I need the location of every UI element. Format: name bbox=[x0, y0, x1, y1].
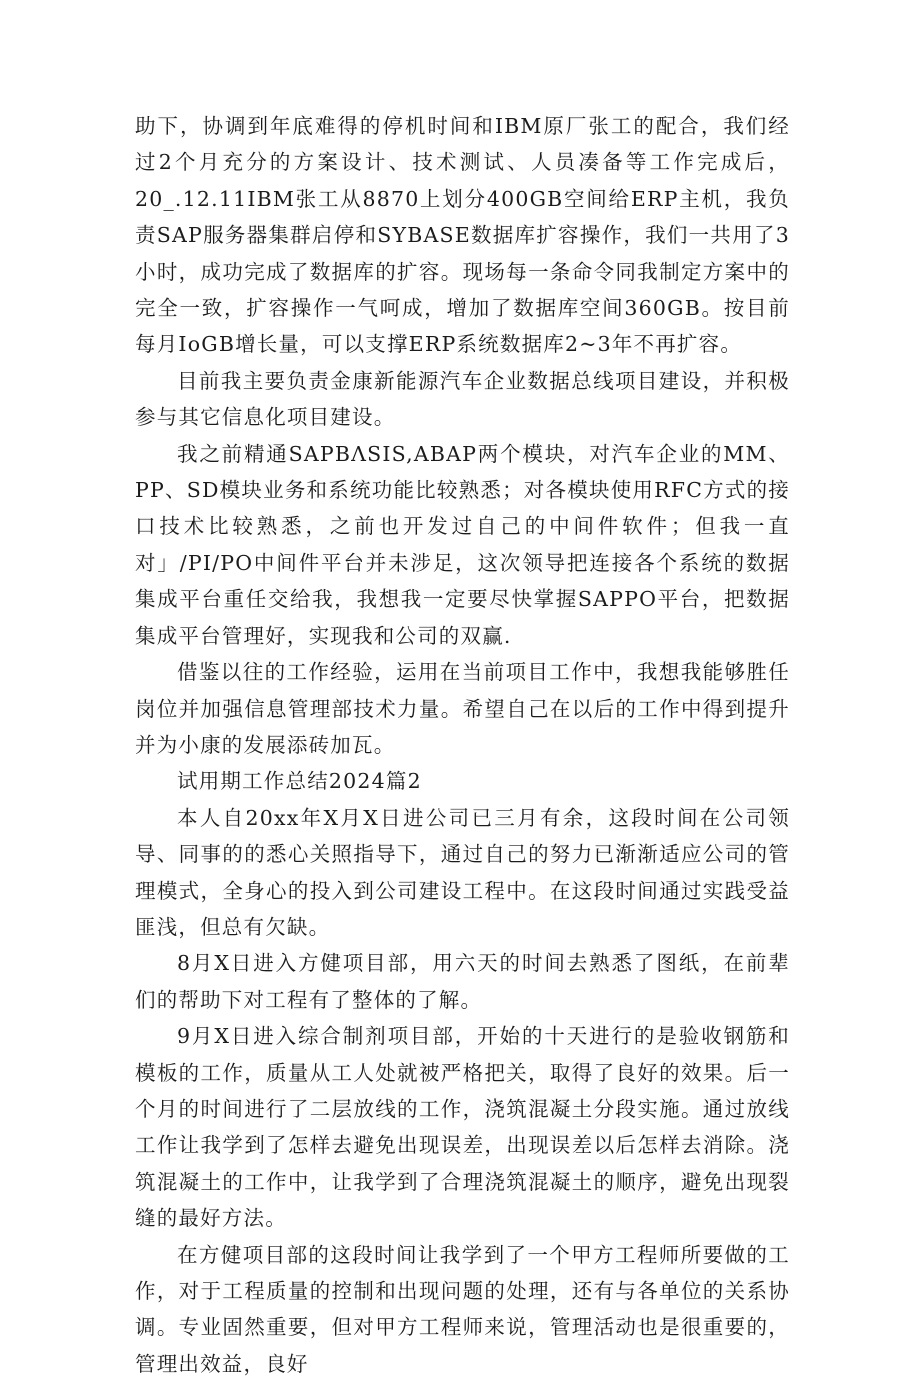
paragraph-5: 本人自20xx年X月X日进公司已三月有余，这段时间在公司领导、同事的的悉心关照指导下，通过自己的努力已渐渐适应公司的管理模式，全身心的投入到公司建设工程中。在这段时间通过实践受益匪浅，但总有欠缺。 bbox=[135, 805, 790, 939]
paragraph-3: 我之前精通SAPBΛSIS,ABAP两个模块，对汽车企业的MM、PP、SD模块业务和系统功能比较熟悉；对各模块使用RFC方式的接口技术比较熟悉，之前也开发过自己的中间件软件；但我一直对」/PI/PO中间件平台并未涉足，这次领导把连接各个系统的数据集成平台重任交给我，我想我一定要尽快掌握SAPPO平台，把数据集成平台管理好，实现我和公司的双赢. bbox=[135, 441, 790, 648]
paragraph-8: 在方健项目部的这段时间让我学到了一个甲方工程师所要做的工作，对于工程质量的控制和出现问题的处理，还有与各单位的关系协调。专业固然重要，但对甲方工程师来说，管理活动也是很重要的，管理出效益，良好 bbox=[135, 1242, 790, 1376]
document-body bbox=[135, 108, 790, 1382]
paragraph-1: 助下，协调到年底难得的停机时间和IBM原厂张工的配合，我们经过2个月充分的方案设计、技术测试、人员凑备等工作完成后，20_.12.11IBM张工从8870上划分400GB空间给ERP主机，我负责SAP服务器集群启停和SYBASE数据库扩容操作，我们一共用了3小时，成功完成了数据库的扩容。现场每一条命令同我制定方案中的完全一致，扩容操作一气呵成，增加了数据库空间360GB。按目前每月IoGB增长量，可以支撑ERP系统数据库2~3年不再扩容。 bbox=[135, 114, 790, 357]
paragraph-2: 目前我主要负责金康新能源汽车企业数据总线项目建设，并积极参与其它信息化项目建设。 bbox=[135, 368, 790, 430]
paragraph-6: 8月X日进入方健项目部，用六天的时间去熟悉了图纸，在前辈们的帮助下对工程有了整体的了解。 bbox=[135, 951, 790, 1012]
paragraph-4: 借鉴以往的工作经验，运用在当前项目工作中，我想我能够胜任岗位并加强信息管理部技术力量。希望自己在以后的工作中得到提升并为小康的发展添砖加瓦。 bbox=[135, 660, 790, 757]
section-title: 试用期工作总结2024篇2 bbox=[177, 769, 422, 794]
paragraph-7: 9月X日进入综合制剂项目部，开始的十天进行的是验收钢筋和模板的工作，质量从工人处就被严格把关，取得了良好的效果。后一个月的时间进行了二层放线的工作，浇筑混凝土分段实施。通过放线工作让我学到了怎样去避免出现误差，出现误差以后怎样去消除。浇筑混凝土的工作中，让我学到了合理浇筑混凝土的顺序，避免出现裂缝的最好方法。 bbox=[135, 1024, 790, 1231]
